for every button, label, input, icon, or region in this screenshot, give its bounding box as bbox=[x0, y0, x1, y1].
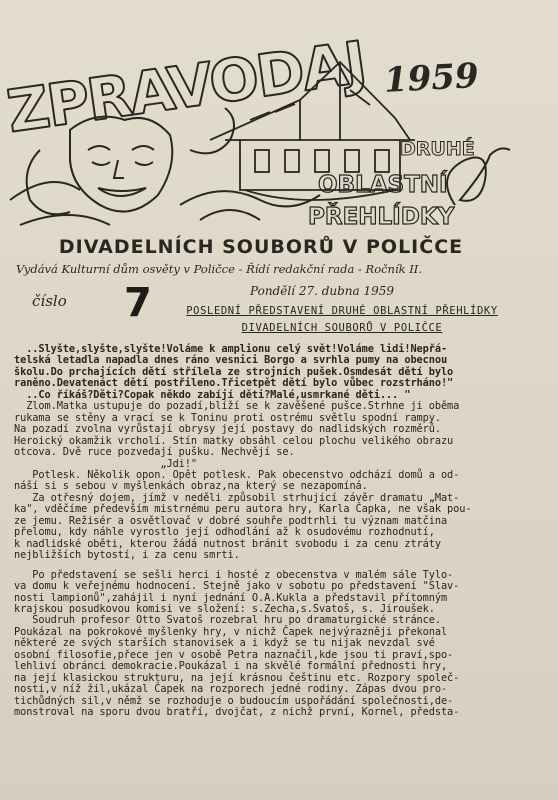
body-line: rukama se stěny a vrací se k Toninu proti ostrému světlu spodní rampy. bbox=[14, 411, 441, 424]
body-line: Na pozadí zvolna vyrůstají obrysy její postavy do nadlidských rozměrů. bbox=[14, 423, 441, 436]
article-headline bbox=[172, 303, 512, 337]
body-line: nosti lampionů",zahájil i nyní jednání O.A.Kukla a představil přítomným bbox=[14, 591, 448, 604]
headline-line-2: DIVADELNÍCH SOUBORŮ V POLIČCE bbox=[241, 322, 443, 334]
issue-date: Pondělí 27. dubna 1959 bbox=[250, 284, 395, 298]
body-line: ze jemu. Režisér a osvětlovač v dobré souhře podtrhli tu význam matčina bbox=[14, 514, 448, 527]
body-line: Zlom.Matka ustupuje do pozadí,blíží se k zavěšené pušce.Strhne ji oběma bbox=[14, 400, 460, 413]
body-line: raněno.Devatenáct dětí postřileno.Třicetpět dětí bylo vůbec rozstrháno!" bbox=[14, 377, 454, 390]
masthead-drawing bbox=[0, 0, 558, 240]
body-line: ..Co říkáš?Děti?Copak někdo zabíjí děti?Malé,usmrkané děti... " bbox=[14, 388, 411, 401]
body-line: osobní filosofie,přece jen v osobě Petra naznačil,kde jsou ti praví,spo- bbox=[14, 648, 454, 661]
body-line: k nadlidské oběti, kterou žádá nutnost bránit svobodu i za cenu ztráty bbox=[14, 537, 441, 550]
subtitle-druhe: DRUHÉ bbox=[400, 138, 475, 160]
body-line: nejbližších bytostí, i za cenu smrti. bbox=[14, 549, 240, 562]
body-line: telská letadla napadla dnes ráno vesnici Borgo a svrhla pumy na obecnou bbox=[14, 354, 448, 367]
body-line: nosti,v níž žil,ukázal Čapek na rozporech jedné rodiny. Zápas dvou pro- bbox=[14, 683, 448, 696]
year-text: 1959 bbox=[382, 55, 480, 101]
body-line: na její klasickou strukturu, na její krásnou češtinu etc. Rozpory společ- bbox=[14, 671, 460, 684]
body-line: va domu k veřejnému hodnocení. Stejně jako v sobotu po představení "Slav- bbox=[14, 580, 460, 593]
banner-title: DIVADELNÍCH SOUBORŮ V POLIČCE bbox=[58, 236, 464, 258]
issue-number: 7 bbox=[124, 280, 152, 326]
body-line: Za otřesný dojem, jímž v neděli způsobil strhující závěr dramatu „Mat- bbox=[14, 491, 460, 504]
body-line: Heroický okamžik vrcholí. Stín matky obsáhl celou plochu velikého obrazu bbox=[14, 434, 454, 447]
body-line: Poukázal na pokrokové myšlenky hry, v nichž Čapek nejvýrazněji překonal bbox=[14, 625, 448, 638]
body-line: monstroval na sporu dvou bratří, dvojčat, z nichž první, Kornel, předsta- bbox=[14, 706, 460, 719]
subtitle-oblastni: OBLASTNÍ bbox=[318, 172, 448, 198]
body-line: ..Slyšte,slyšte,slyšte!Voláme k amplionu celý svět!Voláme lidi!Nepřá- bbox=[14, 343, 448, 355]
body-line: „Jdi!" bbox=[14, 457, 197, 470]
body-line: Potlesk. Několik opon. Opět potlesk. Pak obecenstvo odchází domů a od- bbox=[14, 468, 460, 481]
publisher-line: Vydává Kulturní dům osvěty v Poličce - Řídí redakční rada - Ročník II. bbox=[16, 262, 423, 276]
article-body bbox=[14, 344, 534, 719]
body-line: školu.Do prchajících dětí střílela ze strojních pušek.Osmdesát dětí bylo bbox=[14, 365, 454, 378]
subtitle-prehlidky: PŘEHLÍDKY bbox=[308, 204, 455, 230]
body-line: ka", vděčíme především mistrnému peru autora hry, Karla Čapka, ne však pou- bbox=[14, 503, 472, 516]
body-line: náší si s sebou v myšlenkách obraz,na který se nezapomíná. bbox=[14, 480, 368, 493]
body-line: krajskou posudkovou komisi ve složení: s.Zecha,s.Svatoš, s. Jiroušek. bbox=[14, 602, 435, 615]
headline-line-1: POSLEDNÍ PŘEDSTAVENÍ DRUHÉ OBLASTNÍ PŘEHLÍDKY bbox=[186, 305, 498, 317]
body-line: lehliví obránci demokracie.Poukázal i na skvělé formální přednosti hry, bbox=[14, 660, 448, 673]
body-line: přelomu, kdy náhle vyrostlo její odhodlání až k osudovému rozhodnutí, bbox=[14, 526, 435, 539]
body-line: tichůdných sil,v němž se rozhoduje o budoucím uspořádání společnosti,de- bbox=[14, 694, 454, 707]
issue-label: číslo bbox=[32, 292, 67, 310]
title-text: ZPRAVODAJ bbox=[2, 28, 369, 146]
body-line: otcova. Dvě ruce pozvedají pušku. Nechvějí se. bbox=[14, 446, 295, 459]
body-line: některé ze svých starších stanovisek a i když se tu nijak nevzdal své bbox=[14, 637, 435, 650]
body-line: Po představení se sešli herci i hosté z obecenstva v malém sále Tylo- bbox=[14, 568, 454, 581]
body-line: Soudruh profesor Otto Svatoš rozebral hru po dramaturgické stránce. bbox=[14, 614, 441, 627]
